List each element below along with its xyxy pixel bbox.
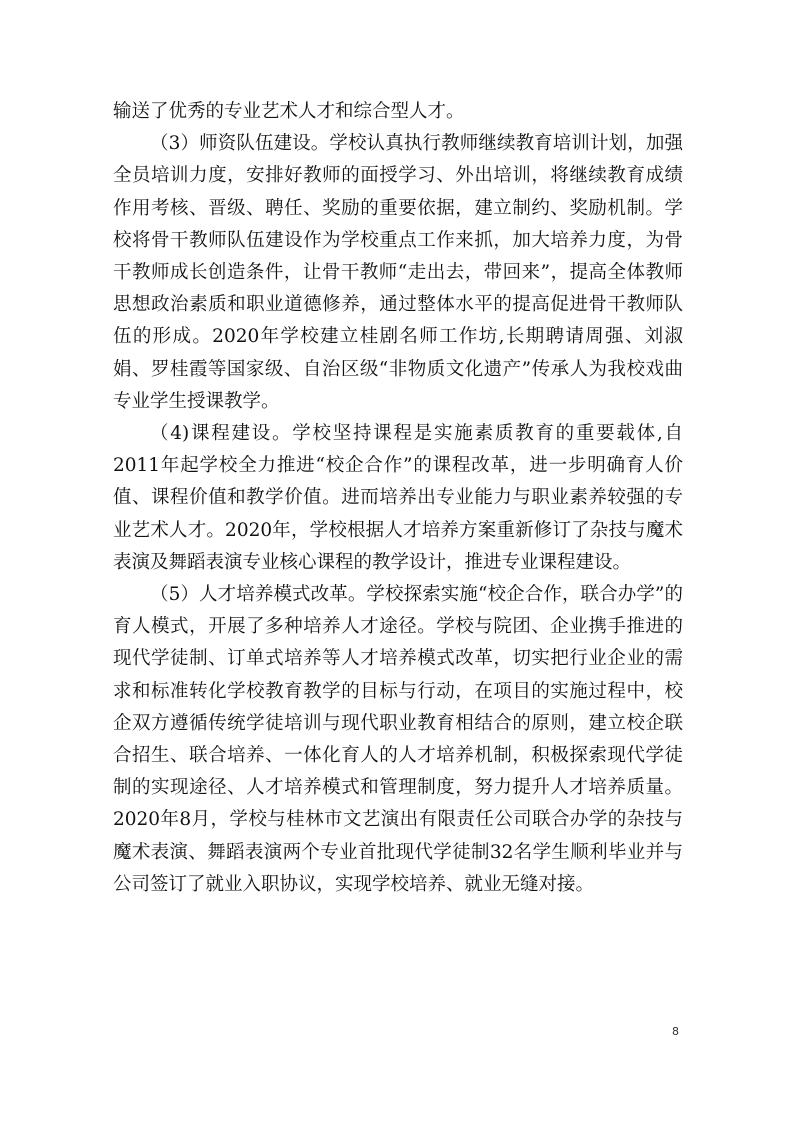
- paragraph-training-model: （5）人才培养模式改革。学校探索实施“校企合作，联合办学”的育人模式，开展了多种培养人才途径。学校与院团、企业携手推进的现代学徒制、订单式培养等人才培养模式改革，切实把行业企业的需求和标准转化学校教育教学的目标与行动，在项目的实施过程中，校企双方遵循传统学徒培训与现代职业教育相结合的原则，建立校企联合招生、联合培养、一体化育人的人才培养机制，积极探索现代学徒制的实现途径、人才培养模式和管理制度，努力提升人才培养质量。2020年8月，学校与桂林市文艺演出有限责任公司联合办学的杂技与魔术表演、舞蹈表演两个专业首批现代学徒制32名学生顺利毕业并与公司签订了就业入职协议，实现学校培养、就业无缝对接。: [113, 584, 683, 895]
- paragraph-curriculum: （4)课程建设。学校坚持课程是实施素质教育的重要载体,自2011年起学校全力推进“校企合作”的课程改革，进一步明确育人价值、课程价值和教学价值。进而培养出专业能力与职业素养较强的专业艺术人才。2020年，学校根据人才培养方案重新修订了杂技与魔术表演及舞蹈表演专业核心课程的教学设计，推进专业课程建设。: [113, 423, 683, 573]
- paragraph-continuation: 输送了优秀的专业艺术人才和综合型人才。: [113, 101, 465, 122]
- body-text: [113, 96, 683, 901]
- page-number: 8: [672, 1025, 679, 1038]
- paragraph-teacher-team: （3）师资队伍建设。学校认真执行教师继续教育培训计划，加强全员培训力度，安排好教师的面授学习、外出培训，将继续教育成绩作用考核、晋级、聘任、奖励的重要依据，建立制约、奖励机制。学校将骨干教师队伍建设作为学校重点工作来抓，加大培养力度，为骨干教师成长创造条件，让骨干教师“走出去，带回来”，提高全体教师思想政治素质和职业道德修养，通过整体水平的提高促进骨干教师队伍的形成。2020年学校建立桂剧名师工作坊,长期聘请周强、刘淑娟、罗桂霞等国家级、自治区级“非物质文化遗产”传承人为我校戏曲专业学生授课教学。: [113, 133, 683, 412]
